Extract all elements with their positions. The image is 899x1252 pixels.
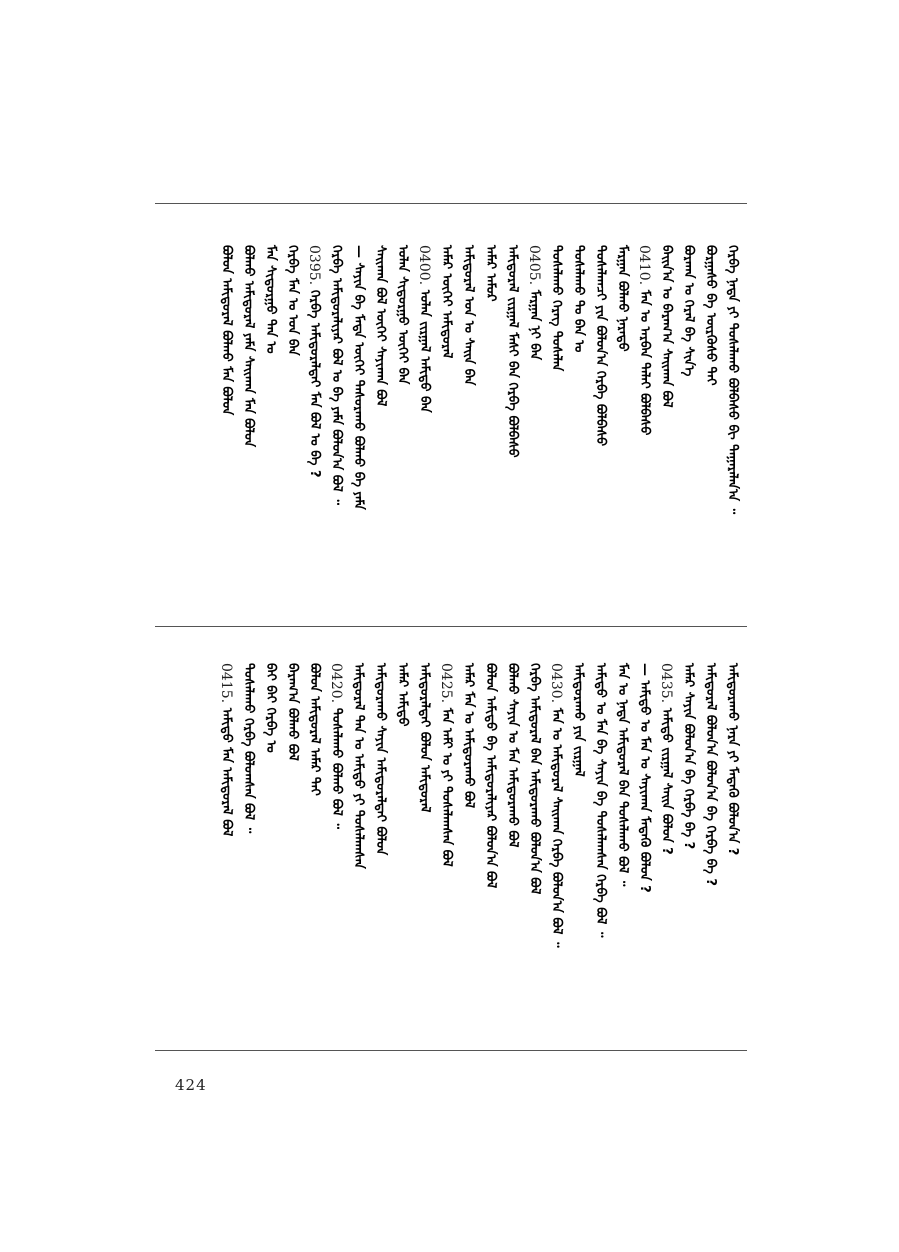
mongolian-text: ᠪᠣᠯᠤᠨ ᠠᠮᠢᠳᠤᠷᠠᠯ ᠠᠮᠠᠷ ᠲᠠᠢ <box>307 663 322 796</box>
mongolian-text: ᠪᠣᠯᠬᠤ ᠰᠠᠶᠢᠨ ᠤ ᠮᠠᠨ ᠠᠮᠢᠳᠤᠷᠠᠬᠤ ᠪᠣᠯ <box>505 663 520 848</box>
mongolian-text: ᠠᠮᠢᠳᠤᠷᠠᠬᠤ ᠰᠠᠶᠢᠨ ᠠᠮᠢᠳᠤᠷᠠᠯᠲᠠᠢ ᠪᠣᠯᠤᠨ <box>373 663 388 856</box>
line-number: 0400. <box>416 245 432 286</box>
verse-line <box>213 663 239 1033</box>
line-number: 0415. <box>218 663 234 704</box>
mongolian-text: ᠬᠡᠷᠪᠡ ᠠᠮᠢᠳᠤᠷᠠᠯᠲᠠᠢ ᠮᠠᠨ ᠪᠣᠯ ᠤ ᠪᠠ ? <box>307 289 322 478</box>
mongolian-text: ᠮᠠᠷᠭᠠᠨ ᠨᠢ ᠪᠠᠨ <box>527 289 542 361</box>
bottom-verse-block <box>150 663 750 1033</box>
mongolian-text: ᠠᠮᠠᠷ ᠰᠠᠶᠢᠨ ᠪᠣᠯᠤᠨ᠎ᠠ ᠪᠠ ᠬᠡᠷᠪᠡ ᠪᠠ ? <box>681 663 696 850</box>
line-number: 0430. <box>548 663 564 704</box>
bottom-rule <box>155 1050 747 1051</box>
page-number: 424 <box>175 1076 207 1094</box>
mongolian-text: ᠪᠣᠯᠤᠨ ᠠᠮᠢᠳᠤ ᠪᠠ ᠠᠮᠢᠳᠤᠷᠠᠯᠢᠶᠠᠷ ᠪᠣᠯᠤᠨ᠎ᠠ ᠪᠣᠯ <box>483 663 498 889</box>
line-number: 0395. <box>306 245 322 286</box>
middle-rule <box>155 626 747 627</box>
line-number: 0420. <box>328 663 344 704</box>
mongolian-text: ᠲᠤᠰᠠᠯᠠᠬᠤ ᠪᠣᠯᠬᠤ ᠪᠣᠯ ᠃ <box>329 707 344 829</box>
mongolian-text: ᠠᠮᠠᠷ ᠮᠠᠨ ᠤ ᠠᠮᠢᠳᠤᠷᠠᠬᠤ ᠪᠣᠯ <box>461 663 476 809</box>
mongolian-text: ᠬᠡᠷᠪᠡ ᠠᠮᠢᠳᠤᠷᠠᠯᠢᠶᠠᠷ ᠪᠣᠯ ᠤ ᠪᠠ ᠶᠠᠮᠠ ᠪᠣᠯᠤᠨ᠎ᠠ ᠪᠣᠯ ᠃ <box>329 245 344 505</box>
mongolian-text: ᠪᠤᠷᠭᠠᠰᠤ ᠪᠠ ᠦᠷᠬᠦᠰᠦ ᠲᠠᠢ <box>703 245 718 386</box>
mongolian-text: ᠣᠯᠠᠨ ᠵᠢᠷᠭᠠᠯ ᠠᠮᠢᠳᠤ ᠪᠠᠨ <box>417 289 432 413</box>
line-number: 0435. <box>658 663 674 704</box>
mongolian-text: — ᠠᠮᠢᠳᠤ ᠤ ᠮᠠᠨ ᠤ ᠰᠠᠶᠢᠬᠠᠨ ᠮᠡᠳᠡᠬᠦ ᠪᠣᠯᠤᠨ ? <box>637 663 652 893</box>
mongolian-text: ᠠᠮᠠᠷ ᠠᠮᠢᠳᠤ <box>395 663 410 727</box>
mongolian-text: ᠬᠡᠷᠪᠡ ᠨᠠᠳᠠ ᠶᠢ ᠲᠤᠰᠠᠯᠠᠬᠤ ᠪᠣᠯᠪᠠᠰᠤ ᠪᠢ ᠲᠠᠭᠠᠷᠠᠯᠠᠨ᠎ᠠ ᠃ <box>725 245 740 515</box>
mongolian-text: ᠰᠠᠢᠬᠠᠨ ᠪᠣᠯ ᠦᠭᠡᠢ ᠰᠠᠶᠢᠬᠠᠨ ᠪᠣᠯ <box>373 245 388 407</box>
mongolian-text: ᠠᠮᠢᠳᠤᠷᠠᠯ ᠲᠠᠨ ᠤ ᠠᠮᠢᠳᠤ ᠶᠢ ᠲᠤᠰᠠᠯᠠᠭᠰᠠᠨ <box>351 663 366 869</box>
line-number: 0405. <box>526 245 542 286</box>
mongolian-text: ᠮᠠᠨ ᠤ ᠠᠷᠪᠠᠨ ᠳᠠᠯᠠᠢ ᠪᠣᠯᠪᠠᠰᠤ <box>637 289 652 436</box>
mongolian-text: ᠪᠣᠯᠬᠤ ᠠᠮᠢᠳᠤᠷᠠᠯ ᠶᠠᠮᠠ ᠰᠠᠢᠬᠠᠨ ᠮᠠᠨ ᠪᠣᠯᠤᠨ <box>241 245 256 448</box>
mongolian-text: ᠠᠮᠠᠷ ᠦᠭᠡᠢ ᠠᠮᠢᠳᠤᠷᠠᠯ <box>439 245 454 359</box>
mongolian-text: ᠮᠠᠨ ᠤ ᠨᠠᠳᠠ ᠠᠮᠢᠳᠤᠷᠠᠯ ᠪᠠᠨ ᠲᠤᠰᠠᠯᠠᠬᠤ ᠪᠣᠯ ᠃ <box>615 663 630 887</box>
top-verse-block <box>150 245 750 610</box>
mongolian-text: — ᠰᠠᠶᠢᠨ ᠪᠠ ᠮᠡᠳᠡ ᠦᠭᠡᠢ ᠲᠠᠰᠤᠷᠠᠬᠤ ᠪᠣᠯᠬᠤ ᠪᠠ ᠶᠠᠮᠠ <box>351 245 366 510</box>
mongolian-text: ᠠᠮᠢᠳᠤᠷᠠᠬᠤ ᠨᠡᠷᠡ ᠶᠢ ᠮᠡᠳᠡᠬᠦ ᠪᠣᠯᠤᠨ᠎ᠠ ? <box>725 663 740 856</box>
mongolian-text: ᠲᠤᠰᠠᠯᠠᠭᠴᠢ ᠶᠢᠨ ᠪᠣᠯᠤᠨ᠎ᠠ ᠬᠡᠷᠪᠡ ᠪᠣᠯᠪᠠᠰᠤ <box>593 245 608 447</box>
mongolian-text: ᠠᠮᠢᠳᠤ ᠤ ᠮᠠᠨ ᠪᠠ ᠰᠠᠶᠢᠨ ᠪᠠ ᠲᠤᠰᠠᠯᠠᠭᠰᠠᠨ ᠬᠡᠷᠪᠡ ᠪᠣᠯ ᠃ <box>593 663 608 938</box>
mongolian-text: ᠮᠠᠨ ᠠᠮᠢ ᠤ ᠶᠢ ᠲᠤᠰᠠᠯᠠᠭᠰᠠᠨ ᠪᠣᠯ <box>439 707 454 867</box>
mongolian-text: ᠠᠮᠢᠳᠤᠷᠠᠬᠤ ᠶᠢᠨ ᠵᠢᠷᠭᠠᠯ <box>571 663 586 777</box>
mongolian-text: ᠠᠮᠢᠳᠤ ᠵᠢᠷᠭᠠᠯ ᠰᠠᠢᠨ ᠪᠣᠯᠤᠨ ? <box>659 707 674 855</box>
line-number: 0425. <box>438 663 454 704</box>
mongolian-text: ᠠᠮᠢᠳᠤ ᠮᠠᠨ ᠠᠮᠢᠳᠤᠷᠠᠯ ᠪᠣᠯ <box>219 707 234 837</box>
mongolian-text: ᠲᠤᠰᠠᠯᠠᠬᠤ ᠲᠤ ᠪᠠᠨ ᠤ <box>571 245 586 353</box>
top-rule <box>155 203 747 204</box>
mongolian-text: ᠠᠮᠠᠷ ᠠᠮᠤᠷ <box>483 245 498 302</box>
mongolian-text: ᠣᠯᠠᠨ ᠰᠢᠳᠤᠷᠭᠤ ᠦᠭᠡᠢ ᠪᠠᠨ <box>395 245 410 385</box>
verse-line <box>213 245 239 610</box>
mongolian-text: ᠠᠮᠢᠳᠤᠷᠠᠯ ᠪᠣᠯᠤᠨ᠎ᠠ ᠪᠣᠯᠤᠨ᠎ᠠ ᠪᠠ ᠬᠡᠷᠪᠡ ᠪᠠ ? <box>703 663 718 886</box>
mongolian-text: ᠪᠠᠢ ᠪᠠᠢ ᠬᠡᠷᠪᠡ ᠤ <box>263 663 278 753</box>
mongolian-text: ᠬᠡᠷᠪᠡ ᠮᠠᠨ ᠤ ᠣᠨ ᠪᠠᠨ <box>285 245 300 356</box>
mongolian-text: ᠪᠤᠷᠬᠠᠨ ᠤ ᠭᠡᠷᠡᠯ ᠪᠡ ᠰᠢᠨ᠎ᠡ <box>681 245 696 377</box>
mongolian-text: ᠬᠡᠷᠪᠡ ᠠᠮᠢᠳᠤᠷᠠᠯ ᠪᠠᠨ ᠠᠮᠢᠳᠤᠷᠠᠬᠤ ᠪᠣᠯᠤᠨ᠎ᠠ ᠪᠣᠯ <box>527 663 542 895</box>
mongolian-text: ᠮᠠᠨ ᠤ ᠠᠮᠢᠳᠤᠷᠠᠯ ᠰᠠᠢᠬᠠᠨ ᠬᠡᠷᠪᠡ ᠪᠣᠯᠤᠨ᠎ᠠ ᠪᠣᠯ ᠃ <box>549 707 564 948</box>
line-number: 0410. <box>636 245 652 286</box>
mongolian-text: ᠠᠮᠢᠳᠤᠷᠠᠯ ᠣᠨ ᠤ ᠰᠠᠢᠨ ᠪᠠᠨ <box>461 245 476 386</box>
mongolian-text: ᠪᠠᠢᠨ᠎ᠠ ᠤ ᠪᠠᠷᠠᠭ᠎ᠠ ᠰᠠᠢᠬᠠᠨ ᠪᠣᠯ <box>659 245 674 408</box>
mongolian-text: ᠪᠠᠷᠠᠭ᠎ᠠ ᠪᠣᠯᠬᠤ ᠪᠣᠯ <box>285 663 300 761</box>
mongolian-text: ᠮᠠᠨ ᠰᠢᠳᠤᠷᠭᠤ ᠲᠠᠨ ᠤ <box>263 245 278 354</box>
mongolian-text: ᠠᠮᠢᠳᠤᠷᠠᠯ ᠵᠢᠷᠭᠠᠯ ᠮᠠᠰᠢ ᠪᠠᠨ ᠬᠡᠷᠪᠡ ᠪᠣᠯᠪᠠᠰᠤ <box>505 245 520 458</box>
mongolian-text: ᠲᠤᠰᠠᠯᠠᠬᠤ ᠬᠡᠷᠪᠡ ᠪᠣᠯᠤᠭᠰᠠᠨ ᠪᠣᠯ ᠃ <box>241 663 256 834</box>
mongolian-text: ᠪᠣᠯᠤᠨ ᠠᠮᠢᠳᠤᠷᠠᠯ ᠪᠣᠯᠬᠤ ᠮᠠᠨ ᠪᠣᠯᠤᠨ <box>219 245 234 416</box>
mongolian-text: ᠠᠮᠢᠳᠤᠷᠠᠯᠲᠠᠢ ᠪᠣᠯᠤᠨ ᠠᠮᠢᠳᠤᠷᠠᠯ <box>417 663 432 813</box>
mongolian-text: ᠮᠠᠷᠭᠠᠨ ᠪᠣᠯᠬᠤ ᠨᠡᠷᠡᠲᠦ <box>615 245 630 352</box>
mongolian-text: ᠲᠤᠰᠠᠯᠠᠬᠤ ᠬᠡᠷᠡᠭ ᠲᠤᠰᠠᠯᠠᠨ <box>549 245 564 372</box>
